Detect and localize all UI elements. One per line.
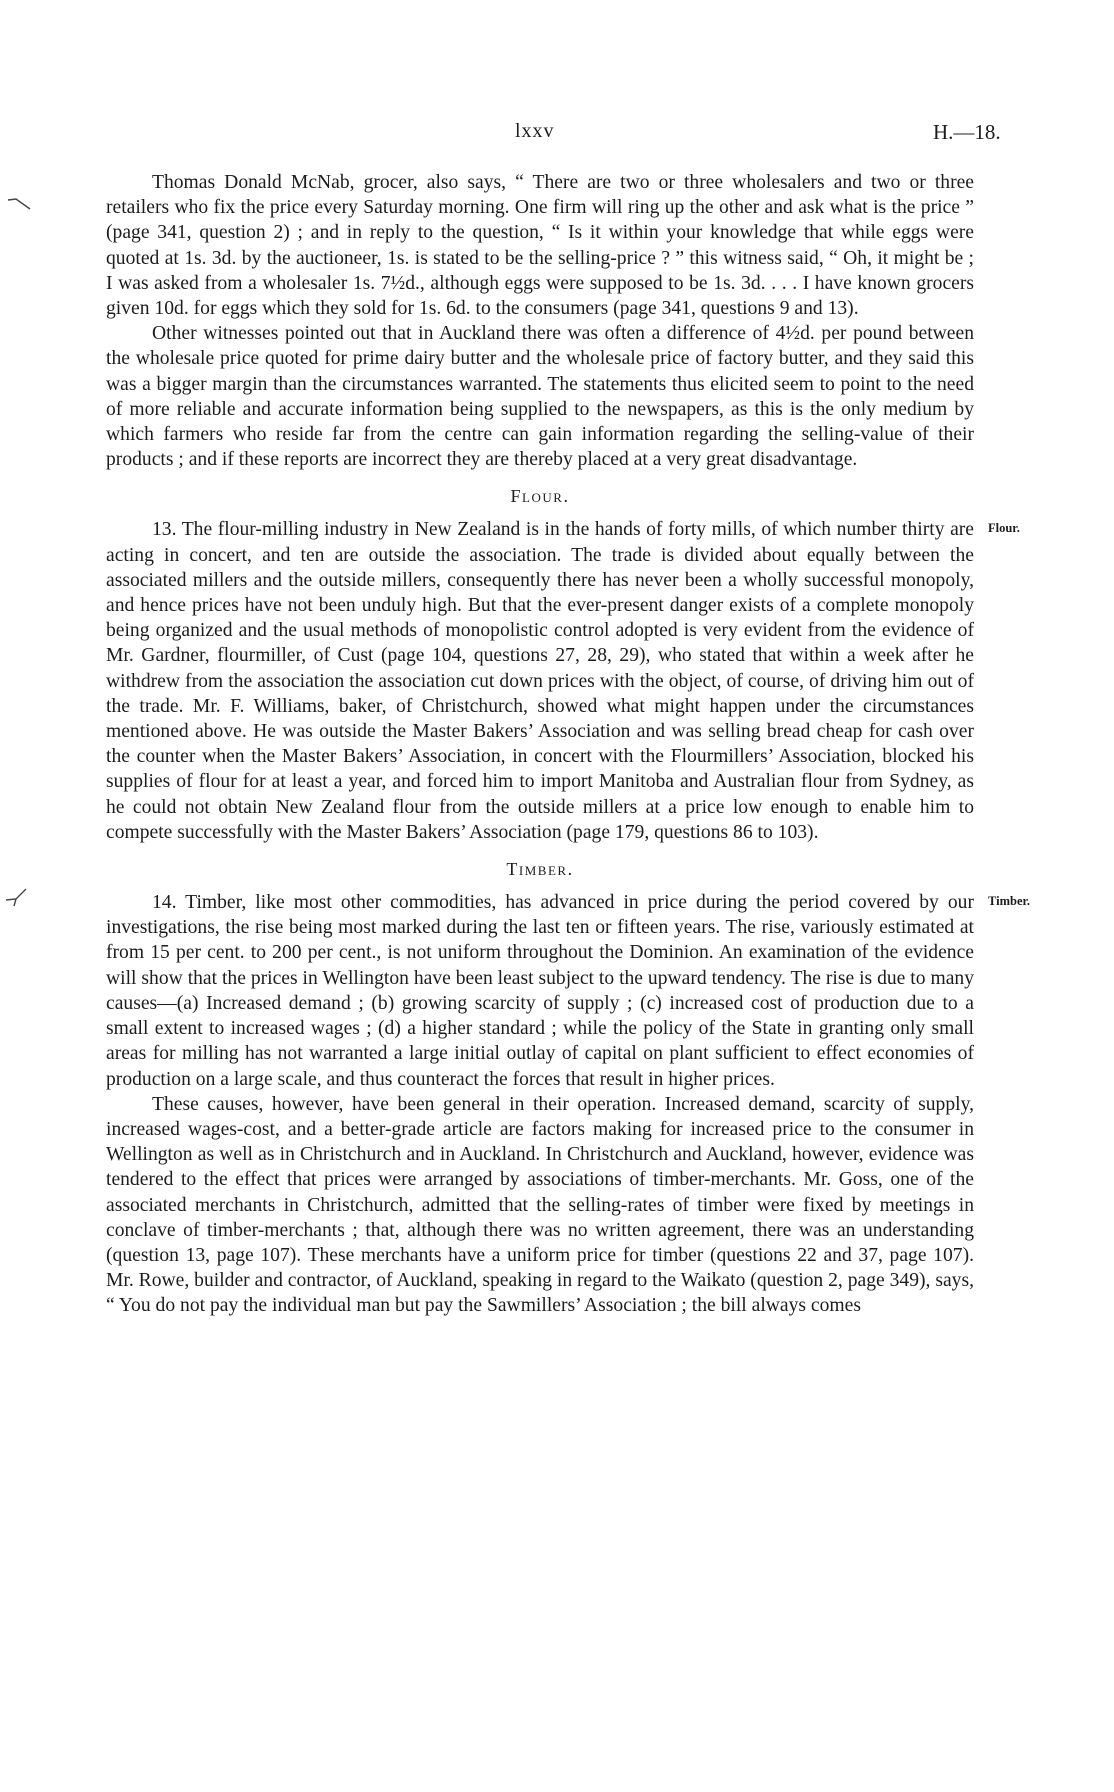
page-number: lxxv	[515, 120, 555, 142]
document-body	[106, 170, 1031, 1319]
paragraph-butter-prices: Other witnesses pointed out that in Auckland there was often a difference of 4½d. per pound between the wholesale price quoted for prime dairy butter and the wholesale price of factory butter, and they said this was a bigger margin than the circumstances warranted. The statements thus elicited seem to point to the need of more reliable and accurate information being supplied to the newspapers, as this is the only medium by which farmers who reside far from the centre can gain information regarding the selling-value of their products ; and if these reports are incorrect they are thereby placed at a very great disadvantage.	[106, 323, 974, 471]
margin-note-timber: Timber.	[988, 894, 1031, 909]
flour-section	[106, 517, 1020, 845]
timber-section	[106, 890, 1031, 1318]
page-header	[0, 120, 1114, 150]
paragraph-timber-associations: These causes, however, have been general in their operation. Increased demand, scarcity of supply, increased wages-cost, and a better-grade article are factors making for increased price to the consumer in Wellington as well as in Christchurch and in Auckland. In Christchurch and Auckland, however, evidence was tendered to the effect that prices were arranged by associations of timber-merchants. Mr. Goss, one of the associated merchants in Christchurch, admitted that the selling-rates of timber were fixed by meetings in conclave of timber-merchants ; that, although there was no written agreement, there was an understanding (question 13, page 107). These merchants have a uniform price for timber (questions 22 and 37, page 107). Mr. Rowe, builder and contractor, of Auckland, speaking in regard to the Waikato (question 2, page 349), says, “ You do not pay the individual man but pay the Sawmillers’ Association ; the bill always comes	[106, 1093, 974, 1317]
paragraph-flour-milling: 13. The flour-milling industry in New Zealand is in the hands of forty mills, of which number thirty are acting in concert, and ten are outside the association. The trade is divided about equally between the associated millers and the outside millers, consequently there has never been a wholly successful monopoly, and hence prices have not been unduly high. But that the ever-present danger exists of a complete monopoly being organized and the usual methods of monopolistic control adopted is very evident from the evidence of Mr. Gardner, flourmiller, of Cust (page 104, questions 27, 28, 29), who stated that within a week after he withdrew from the association the association cut down prices with the object, of course, of driving him out of the trade. Mr. F. Williams, baker, of Christchurch, showed what might happen under the circumstances mentioned above. He was outside the Master Bakers’ Association and was selling bread cheap for cash over the counter when the Master Bakers’ Association, in concert with the Flourmillers’ Association, blocked his supplies of flour for at least a year, and forced him to import Manitoba and Australian flour from Sydney, as he could not obtain New Zealand flour from the outside millers at a price low enough to enable him to compete successfully with the Master Bakers’ Association (page 179, questions 86 to 103).	[106, 519, 974, 843]
margin-pencil-mark-middle	[4, 886, 30, 908]
paragraph-timber-prices: 14. Timber, like most other commodities, has advanced in price during the period covered by our investigations, the rise being most marked during the last ten or fifteen years. The rise, variously estimated at from 15 per cent. to 200 per cent., is not uniform throughout the Dominion. An examination of the evidence will show that the prices in Wellington have been least subject to the upward tendency. The rise is due to many causes—(a) Increased demand ; (b) growing scarcity of supply ; (c) increased cost of production due to a small extent to increased wages ; (d) a higher standard ; while the policy of the State in granting only small areas for milling has not warranted a large initial outlay of capital on plant sufficient to effect economies of production on a large scale, and thus counteract the forces that result in higher prices.	[106, 892, 974, 1090]
section-heading-flour: Flour.	[510, 486, 570, 507]
margin-pencil-mark-top	[6, 196, 32, 212]
section-heading-timber: Timber.	[506, 859, 574, 880]
paragraph-mcnab-testimony: Thomas Donald McNab, grocer, also says, “ There are two or three wholesalers and two or three retailers who fix the price every Saturday morning. One firm will ring up the other and ask what is the price ” (page 341, question 2) ; and in reply to the question, “ Is it within your knowledge that while eggs were quoted at 1s. 3d. by the auctioneer, 1s. is stated to be the selling-price ? ” this witness said, “ Oh, it might be ; I was asked from a wholesaler 1s. 7½d., although eggs were supposed to be 1s. 3d. . . . I have known grocers given 10d. for eggs which they sold for 1s. 6d. to the consumers (page 341, questions 9 and 13).	[106, 172, 974, 320]
margin-note-flour: Flour.	[988, 521, 1020, 536]
document-code: H.—18.	[933, 120, 1001, 144]
